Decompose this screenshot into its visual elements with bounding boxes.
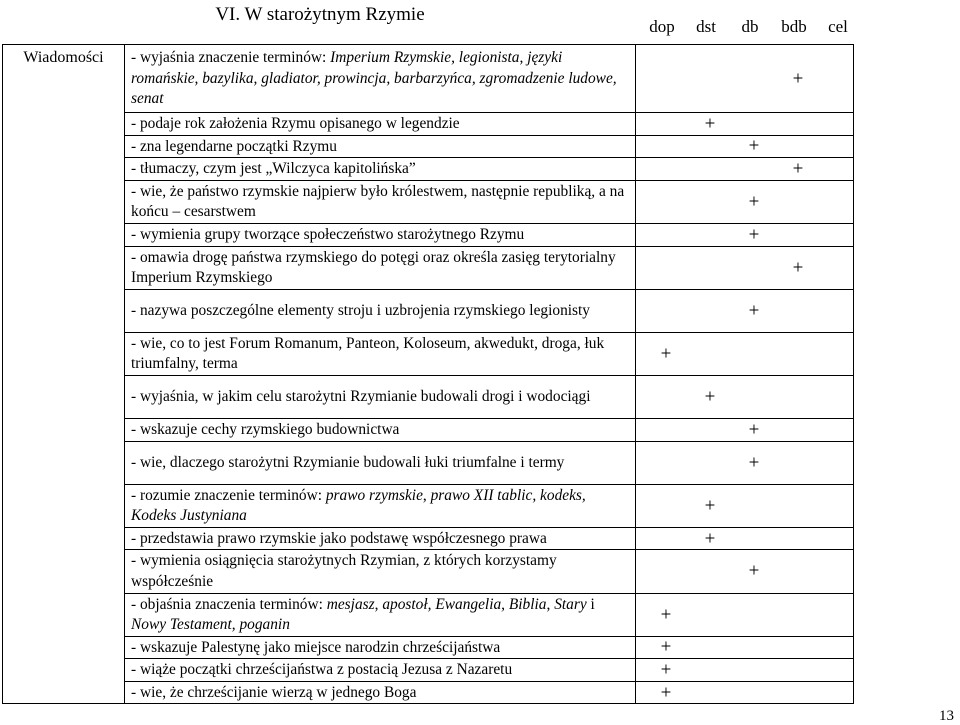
level-mark-cell [636, 45, 854, 113]
level-mark: + [660, 636, 672, 658]
level-header: cel [828, 17, 848, 36]
level-mark-cell [636, 223, 854, 246]
requirement-text: - podaje rok założenia Rzymu opisanego w legendzie [125, 113, 636, 136]
level-mark: + [660, 343, 672, 365]
level-mark-cell [636, 681, 854, 704]
level-mark: + [704, 386, 716, 408]
level-mark: + [748, 191, 760, 213]
level-header: dst [696, 17, 716, 36]
level-header: bdb [781, 17, 807, 36]
level-mark: + [748, 560, 760, 582]
table-row [3, 158, 854, 181]
level-mark-cell [636, 484, 854, 527]
table-row [3, 332, 854, 375]
requirement-text: - wiąże początki chrześcijaństwa z postacią Jezusa z Nazaretu [125, 659, 636, 682]
level-mark: + [748, 300, 760, 322]
requirement-text: - przedstawia prawo rzymskie jako podstawę współczesnego prawa [125, 527, 636, 550]
section-title: VI. W starożytnym Rzymie [215, 4, 425, 25]
table-row [3, 659, 854, 682]
level-mark-cell [636, 593, 854, 636]
table-row [3, 135, 854, 158]
requirement-text: - omawia drogę państwa rzymskiego do potęgi oraz określa zasięg terytorialny Imperium Rzymskiego [125, 246, 636, 289]
table-row [3, 636, 854, 659]
requirement-text: - rozumie znaczenie terminów: prawo rzymskie, prawo XII tablic, kodeks, Kodeks Justyniana [125, 484, 636, 527]
level-mark: + [660, 682, 672, 704]
table-row [3, 45, 854, 113]
level-mark-cell [636, 659, 854, 682]
table-row [3, 550, 854, 593]
table-row [3, 289, 854, 332]
level-mark: + [704, 495, 716, 517]
table-row [3, 441, 854, 484]
table-row [3, 527, 854, 550]
level-mark-cell [636, 158, 854, 181]
table-row [3, 681, 854, 704]
level-mark: + [748, 135, 760, 157]
level-mark: + [792, 158, 804, 180]
table-row [3, 484, 854, 527]
requirement-text: - wskazuje Palestynę jako miejsce narodzin chrześcijaństwa [125, 636, 636, 659]
level-mark-cell [636, 135, 854, 158]
requirement-text: - tłumaczy, czym jest „Wilczyca kapitolińska” [125, 158, 636, 181]
level-mark: + [748, 224, 760, 246]
requirement-text: - nazywa poszczególne elementy stroju i uzbrojenia rzymskiego legionisty [125, 289, 636, 332]
requirement-text: - wie, że chrześcijanie wierzą w jednego Boga [125, 681, 636, 704]
page-number: 13 [939, 708, 954, 724]
requirement-text: - zna legendarne początki Rzymu [125, 135, 636, 158]
table-row [3, 113, 854, 136]
requirement-text: - wyjaśnia, w jakim celu starożytni Rzymianie budowali drogi i wodociągi [125, 375, 636, 418]
level-mark-cell [636, 527, 854, 550]
table-row [3, 246, 854, 289]
requirement-text: - wskazuje cechy rzymskiego budownictwa [125, 418, 636, 441]
table-row [3, 223, 854, 246]
level-mark-cell [636, 636, 854, 659]
level-mark-cell [636, 550, 854, 593]
requirement-text: - wymienia grupy tworzące społeczeństwo starożytnego Rzymu [125, 223, 636, 246]
level-mark-cell [636, 246, 854, 289]
level-mark-cell [636, 332, 854, 375]
level-mark: + [660, 604, 672, 626]
level-mark: + [792, 257, 804, 279]
table-row [3, 593, 854, 636]
requirement-text: - wie, dlaczego starożytni Rzymianie budowali łuki triumfalne i termy [125, 441, 636, 484]
requirement-text: - wie, co to jest Forum Romanum, Panteon, Koloseum, akwedukt, droga, łuk triumfalny, terma [125, 332, 636, 375]
level-mark-cell [636, 375, 854, 418]
level-mark: + [704, 528, 716, 550]
level-header: db [741, 17, 759, 36]
requirement-text: - wie, że państwo rzymskie najpierw było królestwem, następnie republiką, a na końcu – cesarstwem [125, 180, 636, 223]
category-label: Wiadomości [3, 45, 125, 704]
requirement-text: - objaśnia znaczenia terminów: mesjasz, apostoł, Ewangelia, Biblia, Stary i Nowy Testament, poganin [125, 593, 636, 636]
level-mark-cell [636, 180, 854, 223]
level-mark: + [748, 452, 760, 474]
level-header: dop [649, 17, 675, 36]
table-row [3, 418, 854, 441]
table-row [3, 375, 854, 418]
level-mark-cell [636, 441, 854, 484]
level-mark-cell [636, 289, 854, 332]
requirement-text: - wyjaśnia znaczenie terminów: Imperium Rzymskie, legionista, języki romańskie, bazylika, gladiator, prowincja, barbarzyńca, zgromadzenie ludowe, senat [125, 45, 636, 113]
level-mark: + [792, 68, 804, 89]
level-mark: + [704, 113, 716, 135]
level-mark-cell [636, 113, 854, 136]
level-mark: + [660, 659, 672, 681]
table-row [3, 180, 854, 223]
level-headers [640, 16, 856, 38]
requirements-table [2, 44, 854, 704]
requirement-text: - wymienia osiągnięcia starożytnych Rzymian, z których korzystamy współcześnie [125, 550, 636, 593]
level-mark: + [748, 419, 760, 441]
level-mark-cell [636, 418, 854, 441]
